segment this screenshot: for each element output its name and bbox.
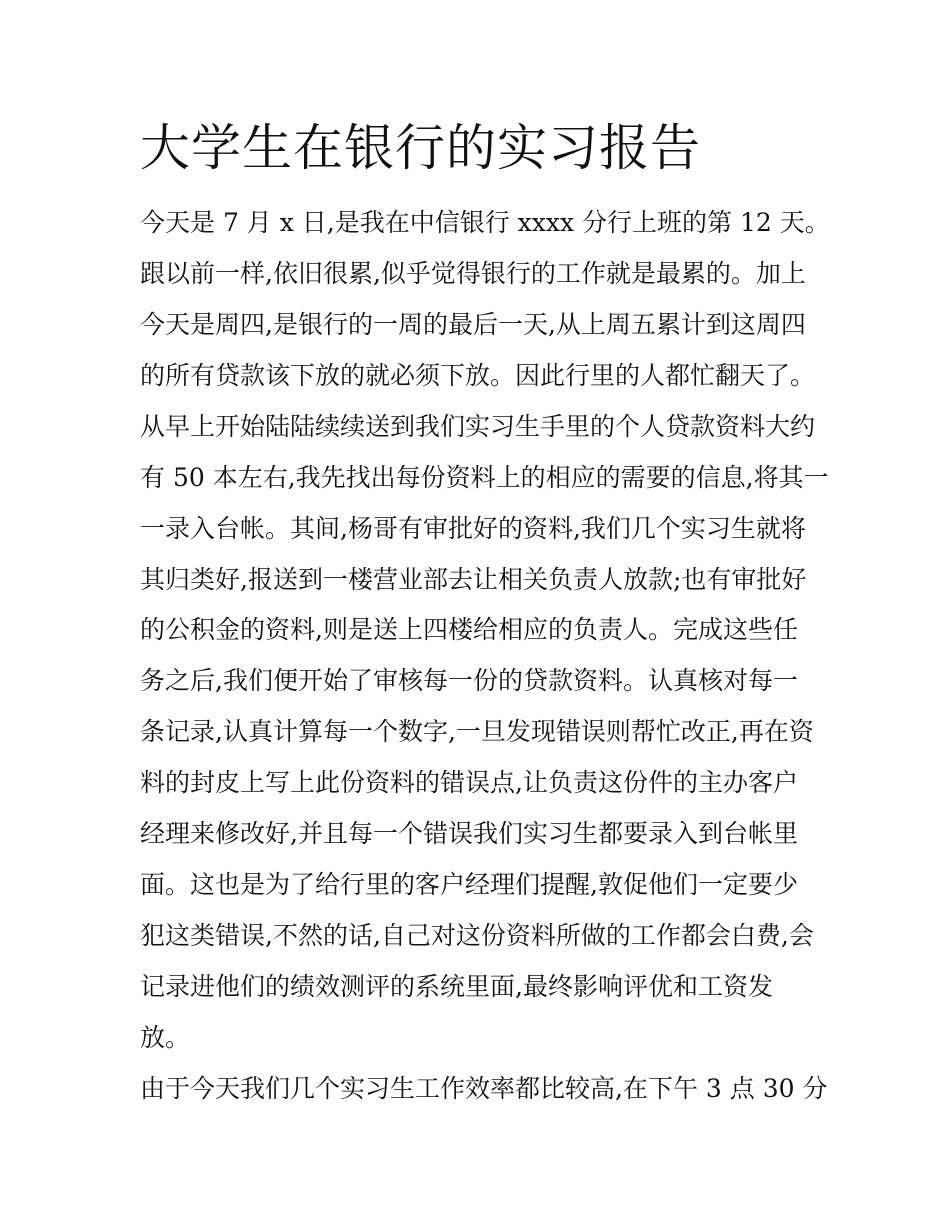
paragraph-line: 面。这也是为了给行里的客户经理们提醒,敦促他们一定要少 — [140, 870, 798, 899]
paragraph-line: 经理来修改好,并且每一个错误我们实习生都要录入到台帐里 — [140, 819, 798, 848]
paragraph-line: 今天是 7 月 x 日,是我在中信银行 xxxx 分行上班的第 12 天。 — [140, 208, 830, 237]
paragraph-line: 其归类好,报送到一楼营业部去让相关负责人放款;也有审批好 — [140, 565, 807, 594]
paragraph-line: 今天是周四,是银行的一周的最后一天,从上周五累计到这周四 — [140, 310, 806, 339]
paragraph-line: 料的封皮上写上此份资料的错误点,让负责这份件的主办客户 — [140, 768, 798, 797]
paragraph-line: 一录入台帐。其间,杨哥有审批好的资料,我们几个实习生就将 — [140, 514, 806, 543]
paragraph-line: 跟以前一样,依旧很累,似乎觉得银行的工作就是最累的。加上 — [140, 259, 806, 288]
paragraph-line: 的所有贷款该下放的就必须下放。因此行里的人都忙翻天了。 — [140, 361, 816, 390]
paragraph-line: 的公积金的资料,则是送上四楼给相应的负责人。完成这些任 — [140, 615, 798, 644]
paragraph-line: 放。 — [140, 1023, 191, 1052]
paragraph-line: 务之后,我们便开始了审核每一份的贷款资料。认真核对每一 — [140, 666, 798, 695]
paragraph-line: 记录进他们的绩效测评的系统里面,最终影响评优和工资发 — [140, 972, 773, 1001]
paragraph-line: 从早上开始陆陆续续送到我们实习生手里的个人贷款资料大约 — [140, 412, 816, 441]
paragraph-line: 犯这类错误,不然的话,自己对这份资料所做的工作都会白费,会 — [140, 921, 814, 950]
paragraph-line: 有 50 本左右,我先找出每份资料上的相应的需要的信息,将其一 — [140, 463, 829, 492]
paragraph-line: 由于今天我们几个实习生工作效率都比较高,在下午 3 点 30 分 — [140, 1074, 828, 1103]
document-title: 大学生在银行的实习报告 — [140, 119, 701, 177]
paragraph-line: 条记录,认真计算每一个数字,一旦发现错误则帮忙改正,再在资 — [140, 717, 814, 746]
